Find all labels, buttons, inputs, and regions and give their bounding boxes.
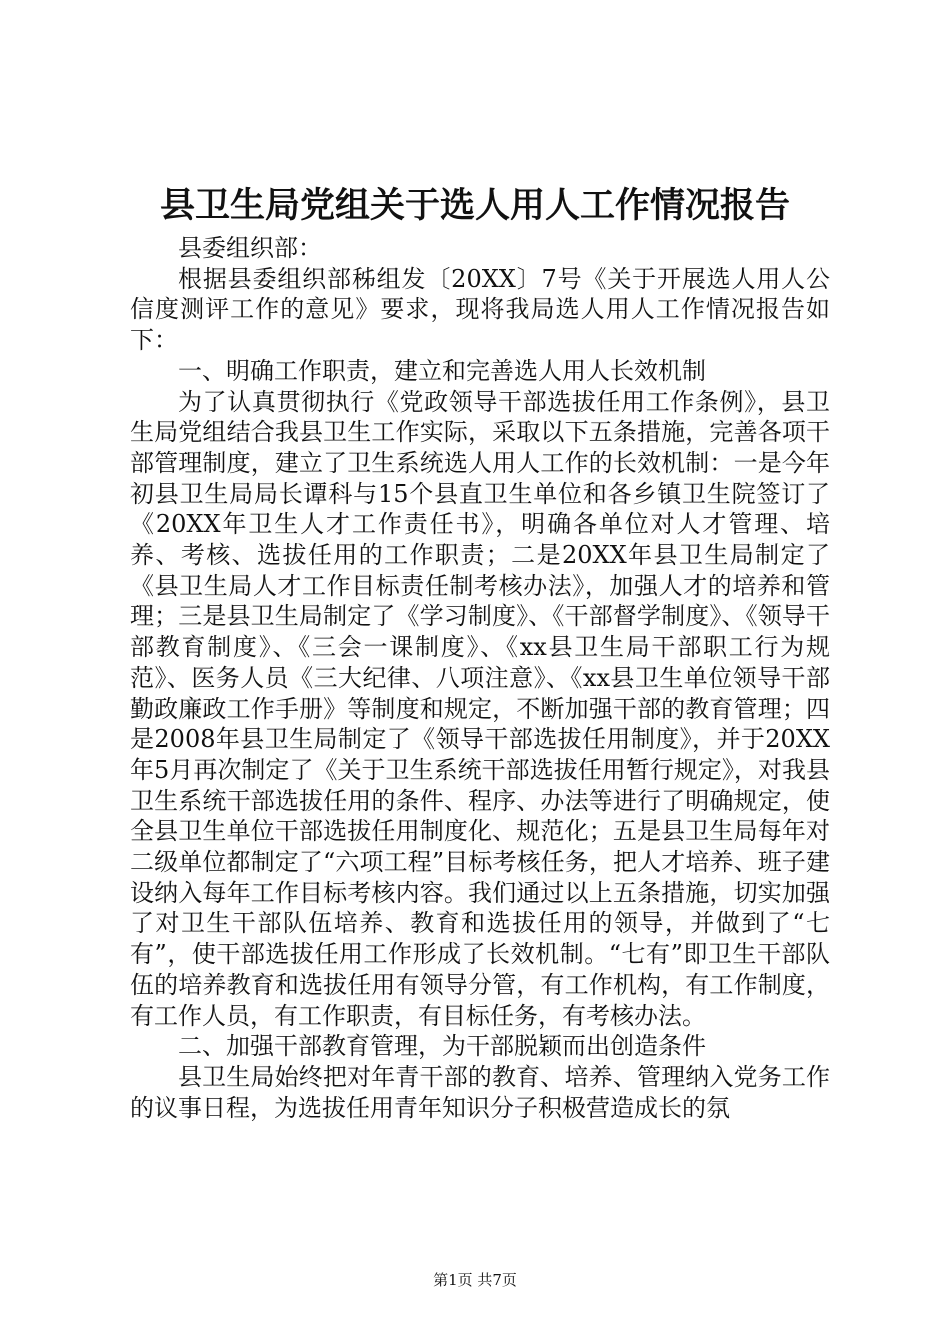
section-heading-2: 二、加强干部教育管理，为干部脱颖而出创造条件 bbox=[178, 1032, 706, 1061]
salutation: 县委组织部： bbox=[178, 234, 322, 262]
document-body bbox=[130, 233, 830, 1123]
section-1-paragraph: 为了认真贯彻执行《党政领导干部选拔任用工作条例》，县卫生局党组结合我县卫生工作实际，采取以下五条措施，完善各项干部管理制度，建立了卫生系统选人用人工作的长效机制：一是今年初县卫生局局长谭科与15个县直卫生单位和各乡镇卫生院签订了《20XX年卫生人才工作责任书》，明确各单位对人才管理、培养、考核、选拔任用的工作职责；二是20XX年县卫生局制定了《县卫生局人才工作目标责任制考核办法》，加强人才的培养和管理；三是县卫生局制定了《学习制度》、《干部督学制度》、《领导干部教育制度》、《三会一课制度》、《xx县卫生局干部职工行为规范》、医务人员《三大纪律、八项注意》、《xx县卫生单位领导干部勤政廉政工作手册》等制度和规定，不断加强干部的教育管理；四是2008年县卫生局制定了《领导干部选拔任用制度》，并于20XX年5月再次制定了《关于卫生系统干部选拔任用暂行规定》，对我县卫生系统干部选拔任用的条件、程序、办法等进行了明确规定，使全县卫生单位干部选拔任用制度化、规范化；五是县卫生局每年对二级单位都制定了“六项工程”目标考核任务，把人才培养、班子建设纳入每年工作目标考核内容。我们通过以上五条措施，切实加强了对卫生干部队伍培养、教育和选拔任用的领导，并做到了“七有”，使干部选拔任用工作形成了长效机制。“七有”即卫生干部队伍的培养教育和选拔任用有领导分管，有工作机构，有工作制度，有工作人员，有工作职责，有目标任务，有考核办法。 bbox=[130, 387, 830, 1030]
section-2-paragraph: 县卫生局始终把对年青干部的教育、培养、管理纳入党务工作的议事日程，为选拔任用青年知识分子积极营造成长的氛 bbox=[130, 1062, 830, 1122]
page-footer: 第1页 共7页 bbox=[433, 1271, 517, 1289]
intro-paragraph: 根据县委组织部秭组发〔20XX〕7号《关于开展选人用人公信度测评工作的意见》要求，现将我局选人用人工作情况报告如下： bbox=[130, 264, 830, 355]
section-heading-1: 一、明确工作职责，建立和完善选人用人长效机制 bbox=[178, 356, 706, 385]
document-title: 县卫生局党组关于选人用人工作情况报告 bbox=[159, 185, 790, 226]
